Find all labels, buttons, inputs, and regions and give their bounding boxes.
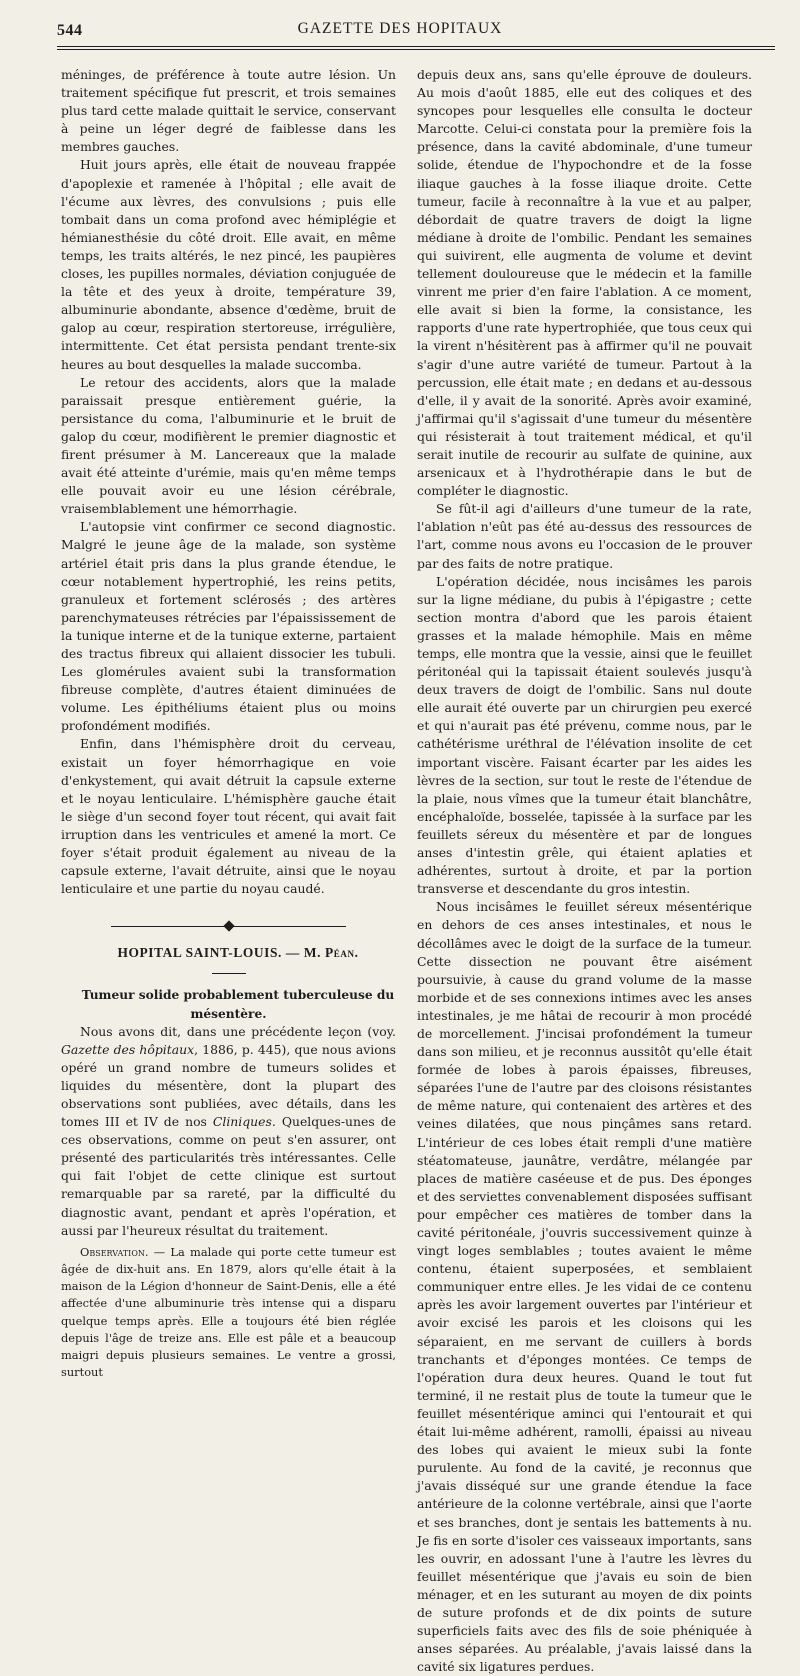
left-paragraph-2: Huit jours après, elle était de nouveau frappée d'apoplexie et ramenée à l'hôpital ; elle avait de l'écume aux lèvres, des convulsions ; puis elle tombait dans un coma profond avec hémiplégie et hémianesthésie du côté droit. Elle avait, en même temps, les traits altérés, le nez pincé, les paupières closes, les pupilles normales, déviation conjuguée de la tête et des yeux à droite, température 39, albuminurie abondante, absence d'œdème, bruit de galop au cœur, respiration stertoreuse, irrégulière, intermittente. Cet état persista pendant trente-six heures au bout desquelles la malade succomba. xyxy=(61,157,396,372)
header-rule-top xyxy=(57,46,775,47)
left-paragraph-3: Le retour des accidents, alors que la malade paraissait presque entièrement guérie, la persistance du coma, l'albuminurie et le bruit de galop du cœur, modifièrent le premier diagnostic et firent présumer à M. Lancereaux que la malade avait été atteinte d'urémie, mais qu'en même temps elle pouvait avoir eu une lésion cérébrale, vraisemblablement une hémorrhagie. xyxy=(61,374,396,517)
observation-label: Observation. xyxy=(80,1244,149,1259)
p6-reference-2: Cliniques xyxy=(212,1114,272,1130)
right-paragraph-1: depuis deux ans, sans qu'elle éprouve de douleurs. Au mois d'août 1885, elle eut des coliques et des syncopes pour lesquelles elle consulta le docteur Marcotte. Celui-ci constata pour la première fois la présence, dans la cavité abdominale, d'une tumeur solide, étendue de l'hypochondre et de la fosse iliaque gauches à la fosse iliaque droite. Cette tumeur, facile à reconnaître à la vue et au palper, débordait de quatre travers de doigt la ligne médiane à droite de l'ombilic. Pendant les semaines qui suivirent, elle augmenta de volume et devint tellement douloureuse que le médecin et la famille vinrent me prier d'en faire l'ablation. A ce moment, elle avait si bien la forme, la consistance, les rapports d'une rate hypertrophiée, que tous ceux qui la virent n'hésitèrent pas à affirmer qu'il ne pouvait s'agir d'une autre variété de tumeur. Partout à la percussion, elle était mate ; en dedans et au-dessous d'elle, il y avait de la sonorité. Après avoir examiné, j'affirmai qu'il s'agissait d'une tumeur du mésentère qui résisterait à tout traitement médical, et qu'il serait inutile de recourir au sulfate de quinine, aux arsenicaux et à l'hydrothérapie dans le but de compléter le diagnostic. xyxy=(417,67,752,499)
page-number: 544 xyxy=(57,22,83,39)
left-paragraph-1: méninges, de préférence à toute autre lésion. Un traitement spécifique fut prescrit, et trois semaines plus tard cette malade quittait le service, conservant à peine un léger degré de faiblesse dans les membres gauches. xyxy=(61,67,396,155)
p6-reference: Gazette des hôpitaux xyxy=(61,1041,195,1057)
p6-text-c: . Quelques-unes de ces observations, comme on peut s'en assurer, ont présenté des particularités très intéressantes. Celle qui fait l'objet de cette clinique est surtout remarquable par sa rareté, par la difficulté du diagnostic avant, pendant et après l'opération, et aussi par l'heureux résultat du traitement. xyxy=(61,1114,396,1238)
left-paragraph-4: L'autopsie vint confirmer ce second diagnostic. Malgré le jeune âge de la malade, son système artériel était pris dans la plus grande étendue, le cœur notablement hypertrophié, les reins petits, granuleux et fortement sclérosés ; des artères parenchymateuses rétrécies par l'épaississement de la tunique interne et de la tunique externe, partaient des tractus fibreux qui allaient dissocier les tubuli. Les glomérules avaient subi la transformation fibreuse complète, d'autres étaient diminuées de volume. Les épithéliums étaient plus ou moins profondément modifiés. xyxy=(61,519,396,734)
hospital-heading-end: . xyxy=(354,945,359,961)
right-column xyxy=(417,66,752,1676)
header-rule-bottom xyxy=(57,49,775,50)
right-paragraph-3: L'opération décidée, nous incisâmes les parois sur la ligne médiane, du pubis à l'épigastre ; cette section montra d'abord que les parois étaient grasses et la malade hémophile. Mais en même temps, elle montra que la vessie, ainsi que le feuillet péritonéal qui la tapissait étaient soulevés jusqu'à deux travers de doigt de l'ombilic. Sans nul doute elle aurait été ouverte par un chirurgien peu exercé et qui n'aurait pas été prévenu, comme nous, par le cathétérisme uréthral de l'élévation insolite de cet important viscère. Faisant écarter par les aides les lèvres de la section, sur tout le reste de l'étendue de la plaie, nous vîmes que la tumeur était blanchâtre, encéphaloïde, bosselée, tapissée à la surface par les feuillets séreux du mésentère et par de longues anses d'intestin grêle, qui étaient aplaties et adhérentes, surtout à droite, et par la portion transverse et descendante du gros intestin. xyxy=(417,573,752,897)
p6-text-b: , 1886, p. 445), que nous avions opéré un grand nombre de tumeurs solides et liquides du mésentère, dont la plupart des observations sont publiées, avec détails, dans les tomes III et IV de nos xyxy=(61,1041,396,1130)
left-paragraph-5: Enfin, dans l'hémisphère droit du cerveau, existait un foyer hémorrhagique en voie d'enkystement, qui avait détruit la capsule externe et le noyau lenticulaire. L'hémisphère gauche était le siège d'un second foyer tout récent, qui avait fait irruption dans les ventricules et amené la mort. Ce foyer s'était produit également au niveau de la capsule externe, l'avait détruite, ainsi que le noyau lenticulaire et une partie du noyau caudé. xyxy=(61,736,396,897)
separator-ornament xyxy=(223,921,234,932)
hospital-heading-text: HOPITAL SAINT-LOUIS. — M. xyxy=(117,945,326,961)
right-paragraph-4: Nous incisâmes le feuillet séreux mésentérique en dehors de ces anses intestinales, et nous le décollâmes avec le doigt de la surface de la tumeur. Cette dissection ne pouvant être aisément poursuivie, à cause du grand volume de la masse morbide et de ses connexions intimes avec les anses intestinales, je me hâtai de recourir à mon procédé de morcellement. J'incisai profondément la tumeur dans son milieu, et je reconnus aussitôt qu'elle était formée de lobes à parois épaisses, fibreuses, séparées l'une de l'autre par des cloisons résistantes de même nature, qui contenaient des artères et des veines dilatées, que nous pinçâmes sans retard. L'intérieur de ces lobes était rempli d'une matière stéatomateuse, jaunâtre, verdâtre, mélangée par places de matière caséeuse et de pus. Des éponges et des serviettes convenablement disposées suffisant pour empêcher ces matières de tomber dans la cavité péritonéale, j'ouvris successivement quinze à vingt loges semblables ; toutes avaient le même contenu, étaient superposées, et semblaient communiquer entre elles. Je les vidai de ce contenu après les avoir largement ouvertes par l'intérieur et avoir excisé les parois et les cloisons qui les séparaient, en me servant de cuillers à bords tranchants et d'éponges montées. Ce temps de l'opération dura deux heures. Quand le tout fut terminé, il ne restait plus de toute la tumeur que le feuillet mésentérique aminci qui l'entourait et qui était lui-même adhérent, ramolli, épaissi au niveau des lobes qui avaient le mieux subi la fonte purulente. Au fond de la cavité, je reconnus que j'avais disséqué sur une grande étendue la face antérieure de la colonne vertébrale, ainsi que l'aorte et ses branches, dont je sentais les battements à nu. Je fis en sorte d'isoler ces vaisseaux importants, sans les ouvrir, en adossant l'une à l'autre les lèvres du feuillet mésentérique que j'avais eu soin de bien ménager, et en les suturant au moyen de dix points de suture profonds et de dix points de suture superficiels faits avec des fils de soie phéniquée à anses séparées. Au préalable, j'avais laissé dans la cavité six ligatures perdues. xyxy=(417,899,752,1675)
left-column xyxy=(61,66,396,1381)
observation-text: — La malade qui porte cette tumeur est âgée de dix-huit ans. En 1879, alors qu'elle était à la maison de la Légion d'honneur de Saint-Denis, elle a été affectée d'une albuminurie très intense qui a disparu quelque temps après. Elle a toujours été bien réglée depuis l'âge de treize ans. Elle est pâle et a beaucoup maigri depuis plusieurs semaines. Le ventre a grossi, surtout xyxy=(61,1244,396,1380)
right-paragraph-2: Se fût-il agi d'ailleurs d'une tumeur de la rate, l'ablation n'eût pas été au-dessus des ressources de l'art, comme nous avons eu l'occasion de le prouver par des faits de notre pratique. xyxy=(417,501,752,571)
observation-paragraph xyxy=(61,1244,396,1382)
p6-text-a: Nous avons dit, dans une précédente leçon (voy. xyxy=(80,1023,396,1039)
hospital-heading xyxy=(61,944,396,962)
article-title: Tumeur solide probablement tuberculeuse du mésentère. xyxy=(81,988,395,1021)
hospital-heading-surgeon: Péan xyxy=(325,945,355,961)
running-head: GAZETTE DES HOPITAUX xyxy=(297,20,503,37)
heading-dash xyxy=(212,973,246,974)
left-paragraph-6 xyxy=(61,1023,396,1240)
section-separator xyxy=(61,920,396,932)
